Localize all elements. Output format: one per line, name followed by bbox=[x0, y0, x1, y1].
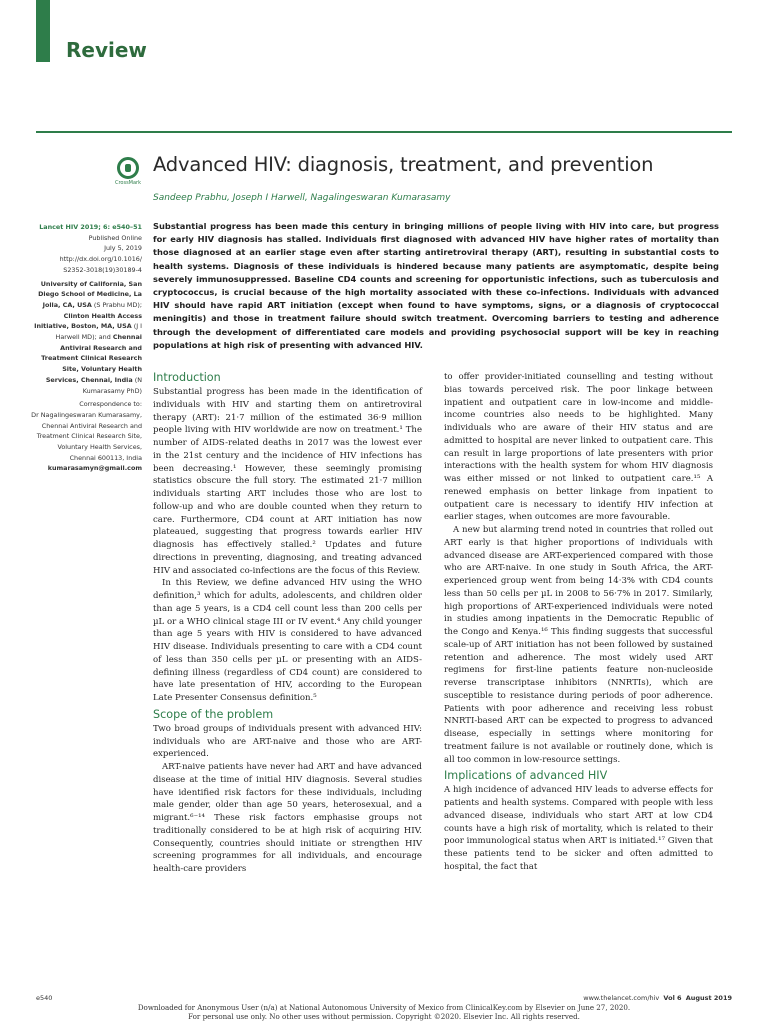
affiliation-1: University of California, San Diego School of Medicine, La Jolla, CA, USA bbox=[38, 279, 142, 309]
doi-line-2: S2352-3018(19)30189-4 bbox=[63, 265, 142, 274]
published-date: July 5, 2019 bbox=[104, 244, 142, 253]
correspondence-address: Dr Nagalingeswaran Kumarasamy, Chennai Antiviral Research and Treatment Clinical Research Site, Voluntary Health Services, Chennai 600113, India bbox=[31, 410, 142, 462]
header-rule bbox=[36, 131, 732, 133]
affiliation-2: Clinton Health Access Initiative, Boston, MA, USA bbox=[34, 311, 142, 331]
article-authors: Sandeep Prabhu, Joseph I Harwell, Nagalingeswaran Kumarasamy bbox=[153, 193, 451, 203]
affiliations bbox=[30, 279, 142, 397]
body-column-right bbox=[444, 371, 713, 874]
paragraph: ART-naive patients have never had ART and have advanced disease at the time of initial HIV diagnosis. Several studies have identified risk factors for these individuals, including male gender, older than age 50 years, heterosexual, and a migrant.⁶⁻¹⁴ These risk factors emphasise groups not traditionally considered to be at high risk of acquiring HIV. Consequently, countries should initiate or strengthen HIV screening programmes for all individuals, and encourage health-care providers bbox=[153, 762, 422, 874]
section-label: Review bbox=[66, 38, 147, 62]
crossmark-badge[interactable] bbox=[114, 157, 142, 186]
doi-line-1: http://dx.doi.org/10.1016/ bbox=[59, 255, 142, 264]
correspondence-label: Correspondence to: bbox=[79, 400, 142, 409]
paragraph: Two broad groups of individuals present with advanced HIV: individuals who are ART-naive and those who are ART-experienced. bbox=[153, 723, 422, 760]
abstract: Substantial progress has been made this century in bringing millions of people living with HIV into care, but progress for early HIV diagnosis has stalled. Individuals first diagnosed with advanced HIV have higher rates of mortality than those diagnosed at an earlier stage even after starting antiretroviral therapy (ART), resulting in substantial costs to health systems. Diagnosis of these individuals is hindered because many patients are asymptomatic, despite being severely immunosuppressed. Baseline CD4 counts and screening for opportunistic infections, such as tuberculosis and cryptococcus, is crucial because of the high mortality associated with these co-infections. Individuals with advanced HIV should have rapid ART initiation (except when found to have symptoms, signs, or a diagnosis of cryptococcal meningitis) and those in treatment failure should switch treatment. Overcoming barriers to testing and adherence through the development of differentiated care models and providing psychosocial support will be key in reaching populations at high risk of presenting with advanced HIV. bbox=[153, 221, 719, 350]
citation: Lancet HIV 2019; 6: e540–51 bbox=[39, 223, 142, 231]
heading-introduction: Introduction bbox=[153, 371, 221, 384]
crossmark-icon bbox=[117, 157, 139, 179]
paragraph: In this Review, we define advanced HIV using the WHO definition,³ which for adults, adolescents, and children older than age 5 years, is a CD4 cell count less than 200 cells per µL or a WHO clinical stage III or IV event.⁴ Any child younger than age 5 years with HIV is considered to have advanced HIV disease. Individuals presenting to care with a CD4 count of less than 350 cells per µL or presenting with an AIDS-defining illness (regardless of CD4 count) are considered to have late presentation of HIV, according to the European Late Presenter Consensus definition.⁵ bbox=[153, 578, 422, 703]
affiliation-3-author: (N Kumarasamy PhD) bbox=[82, 375, 142, 395]
journal-issue-date: August 2019 bbox=[685, 994, 732, 1002]
crossmark-label: CrossMark bbox=[114, 180, 142, 186]
section-color-bar bbox=[36, 0, 50, 62]
download-notice bbox=[0, 1004, 768, 1022]
paragraph: A high incidence of advanced HIV leads to adverse effects for patients and health systems. Compared with people with less advanced disease, individuals who start ART at low CD4 counts have a high risk of mortality, which is related to their poor immunological status when ART is initiated.¹⁷ Given that these patients tend to be sicker and often admitted to hospital, the fact that bbox=[444, 785, 713, 872]
correspondence-email[interactable]: kumarasamyn@gmail.com bbox=[47, 464, 142, 473]
paragraph: A new but alarming trend noted in countries that rolled out ART early is that higher proportions of individuals with advanced disease are ART-experienced compared with those who are ART-naive. In one study in South Africa, the ART-experienced group went from being 14·3% with CD4 counts less than 50 cells per µL in 2008 to 56·7% in 2017. Similarly, high proportions of ART-experienced individuals were noted in studies among inpatients in the Democratic Republic of the Congo and Kenya.¹⁶ This finding suggests that successful scale-up of ART initiation has not been followed by sustained retention and adherence. The most widely used ART regimens for first-line patients feature non-nucleoside reverse transcriptase inhibitors (NNRTIs), which are susceptible to resistance during periods of poor adherence. Patients with poor adherence and receiving less robust NNRTI-based ART can be expected to progress to advanced disease, especially in settings where monitoring for treatment failure is not available or routinely done, which is all too common in low-resource settings. bbox=[444, 525, 713, 765]
journal-footer bbox=[583, 994, 732, 1002]
paragraph: to offer provider-initiated counselling and testing without bias towards perceived risk. The poor linkage between inpatient and outpatient care in low-income and middle-income countries also needs to be highlighted. Many individuals who are aware of their HIV status and are admitted to hospital are never linked to outpatient care. This can result in large proportions of late presenters with prior interactions with the health system for whom HIV diagnosis was either missed or not linked to outpatient care.¹⁵ A renewed emphasis on better linkage from inpatient to outpatient care is necessary to identify HIV infection at earlier stages, when outcomes are more favourable. bbox=[444, 372, 713, 523]
affiliation-2-author: (J I Harwell MD); and bbox=[55, 322, 142, 342]
affiliation-3: Chennai Antiviral Research and Treatment Clinical Research Site, Voluntary Health Services, Chennai, India bbox=[41, 333, 142, 384]
download-line-2: For personal use only. No other uses without permission. Copyright ©2020. Elsevier Inc. All rights reserved. bbox=[188, 1011, 580, 1021]
doi-link[interactable] bbox=[60, 255, 142, 274]
heading-scope: Scope of the problem bbox=[153, 707, 274, 721]
published-online-label: Published Online bbox=[88, 233, 142, 242]
journal-website[interactable]: www.thelancet.com/hiv bbox=[583, 994, 660, 1002]
article-sidebar bbox=[30, 222, 142, 477]
article-title: Advanced HIV: diagnosis, treatment, and prevention bbox=[153, 153, 654, 176]
correspondence bbox=[30, 399, 142, 474]
download-line-1: Downloaded for Anonymous User (n/a) at National Autonomous University of Mexico from ClinicalKey.com by Elsevier on June 27, 2020. bbox=[137, 1003, 631, 1012]
heading-implications: Implications of advanced HIV bbox=[444, 769, 608, 783]
page-number: e540 bbox=[36, 994, 53, 1002]
body-column-left bbox=[153, 371, 422, 876]
affiliation-1-author: (S Prabhu MD); bbox=[91, 300, 142, 309]
journal-volume: Vol 6 bbox=[663, 994, 682, 1002]
paragraph: Substantial progress has been made in the identification of individuals with HIV and starting them on antiretroviral therapy (ART): 21·7 million of the estimated 36·9 million people living with HIV worldwide are now on treatment.¹ The number of AIDS-related deaths in 2017 was the lowest ever in the 21st century and the incidence of HIV infections has been decreasing.¹ However, these seemingly promising statistics obscure the full story. The estimated 21·7 million individuals starting ART includes those who are lost to follow-up and who are double counted when they return to care. Furthermore, CD4 count at ART initiation has now plateaued, suggesting that progress towards earlier HIV diagnosis has effectively stalled.² Updates and future directions in preventing, diagnosing, and treating advanced HIV and associated co-infections are the focus of this Review. bbox=[153, 387, 422, 576]
